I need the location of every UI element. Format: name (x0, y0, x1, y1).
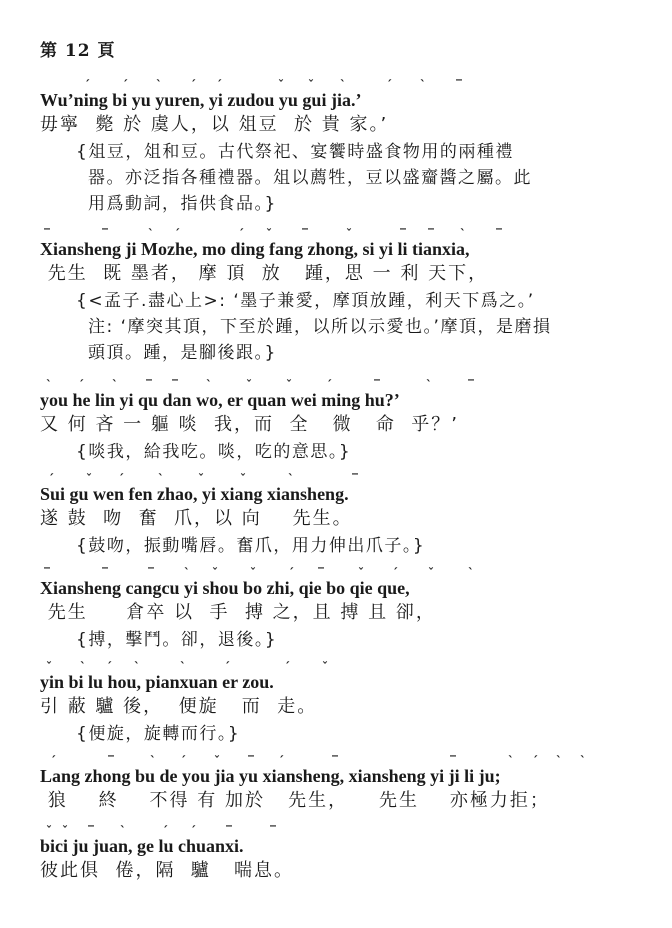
note-line: {搏，擊鬥。卻，退後。} (76, 630, 278, 650)
hanzi-line: 又 何 吝 一 軀 啖 我，而 全 微 命 乎？’ (40, 414, 459, 435)
annotation-note (40, 721, 650, 747)
pinyin-line (40, 566, 650, 600)
pinyin-line (40, 378, 650, 412)
pinyin-line (40, 660, 650, 694)
pinyin-text: Sui gu wen fen zhao, yi xiang xiansheng. (40, 484, 349, 504)
hanzi-line: 引 蔽 驢 後， 便旋 而 走。 (40, 696, 318, 717)
pinyin-line (40, 78, 650, 112)
pinyin-text: Wu’ning bi yu yuren, yi zudou yu gui jia.’ (40, 90, 362, 110)
pinyin-text: yin bi lu hou, pianxuan er zou. (40, 672, 274, 692)
verse-block-8 (40, 824, 650, 883)
page-number-label: 第 12 頁 (40, 41, 116, 61)
annotation-note (40, 288, 650, 366)
hanzi-line: 遂 鼓 吻 奮 爪，以 向 先生。 (40, 508, 353, 529)
verse-block-2 (40, 227, 650, 366)
pinyin-text: bici ju juan, ge lu chuanxi. (40, 836, 244, 856)
verse-block-6 (40, 660, 650, 747)
tone-marks: ˊ ‾ ˋ ˊ ˇ ‾ ˊ ‾ ‾ ˋ ˊ ˋ ˋ (50, 754, 586, 768)
pinyin-line (40, 227, 650, 261)
note-line: 注: ‘摩突其頂，下至於踵，以所以示愛也。’摩頂，是磨損 (88, 317, 552, 337)
verse-block-7 (40, 754, 650, 813)
hanzi-line: 先生 既 墨者， 摩 頂 放 踵，思 一 利 天下， (40, 263, 489, 284)
note-line: {便旋，旋轉而行。} (76, 724, 241, 744)
note-line: {俎豆，俎和豆。古代祭祀、宴饗時盛食物用的兩種禮 (76, 142, 514, 162)
note-line: 器。亦泛指各種禮器。俎以薦牲，豆以盛齏醬之屬。此 (88, 168, 532, 188)
annotation-note (40, 627, 650, 653)
annotation-note (40, 139, 650, 217)
tone-marks: ˊ ˇ ˊ ˋ ˇ ˇ ˋ ‾ (48, 472, 358, 486)
note-line: 頭頂。踵，是腳後跟。} (88, 343, 277, 363)
pinyin-text: you he lin yi qu dan wo, er quan wei ming hu?’ (40, 390, 400, 410)
note-line: {鼓吻，振動嘴唇。奮爪，用力伸出爪子。} (76, 536, 426, 556)
pinyin-text: Xiansheng ji Mozhe, mo ding fang zhong, si yi li tianxia, (40, 239, 470, 259)
tone-marks: ˇ ˇ ‾ ˋ ˊ ˊ ‾ ‾ (46, 824, 276, 838)
tone-marks: ˇ ˋ ˊ ˋ ˋ ˊ ˊ ˇ (46, 660, 328, 674)
annotation-note (40, 439, 650, 465)
note-line: 用爲動詞，指供食品。} (88, 194, 277, 214)
pinyin-line (40, 472, 650, 506)
verse-block-4 (40, 472, 650, 559)
tone-marks: ‾ ‾ ˋ ˊ ˊ ˇ ‾ ˇ ‾ ‾ ˋ ‾ (44, 227, 502, 241)
pinyin-line (40, 824, 650, 858)
note-line: {<孟子.盡心上>: ‘墨子兼愛，摩頂放踵，利天下爲之。’ (76, 291, 535, 311)
pinyin-text: Lang zhong bu de you jia yu xiansheng, xiansheng yi ji li ju; (40, 766, 501, 786)
pinyin-line (40, 754, 650, 788)
hanzi-line: 彼此俱 倦，隔 驢 喘息。 (40, 860, 295, 881)
hanzi-line: 先生 倉卒 以 手 搏 之，且 搏 且 卻， (40, 602, 436, 623)
tone-marks: ‾ ‾ ‾ ˋ ˇ ˇ ˊ ‾ ˇ ˊ ˇ ˋ (44, 566, 474, 580)
tone-marks: ˋ ˊ ˋ ‾ ‾ ˋ ˇ ˇ ˊ ‾ ˋ ‾ (46, 378, 474, 392)
hanzi-line: 毋寧 斃 於 虞人，以 俎豆 於 貴 家。’ (40, 114, 389, 135)
verse-block-1 (40, 78, 650, 217)
note-line: {啖我，給我吃。啖，吃的意思。} (76, 442, 352, 462)
annotation-note (40, 533, 650, 559)
tone-marks: ˊ ˊ ˋ ˊ ˊ ˇ ˇ ˋ ˊ ˋ ‾ (84, 78, 462, 92)
hanzi-line: 狼 終 不得 有 加於 先生， 先生 亦極力拒； (40, 790, 550, 811)
pinyin-text: Xiansheng cangcu yi shou bo zhi, qie bo qie que, (40, 578, 410, 598)
verse-block-5 (40, 566, 650, 653)
verse-block-3 (40, 378, 650, 465)
